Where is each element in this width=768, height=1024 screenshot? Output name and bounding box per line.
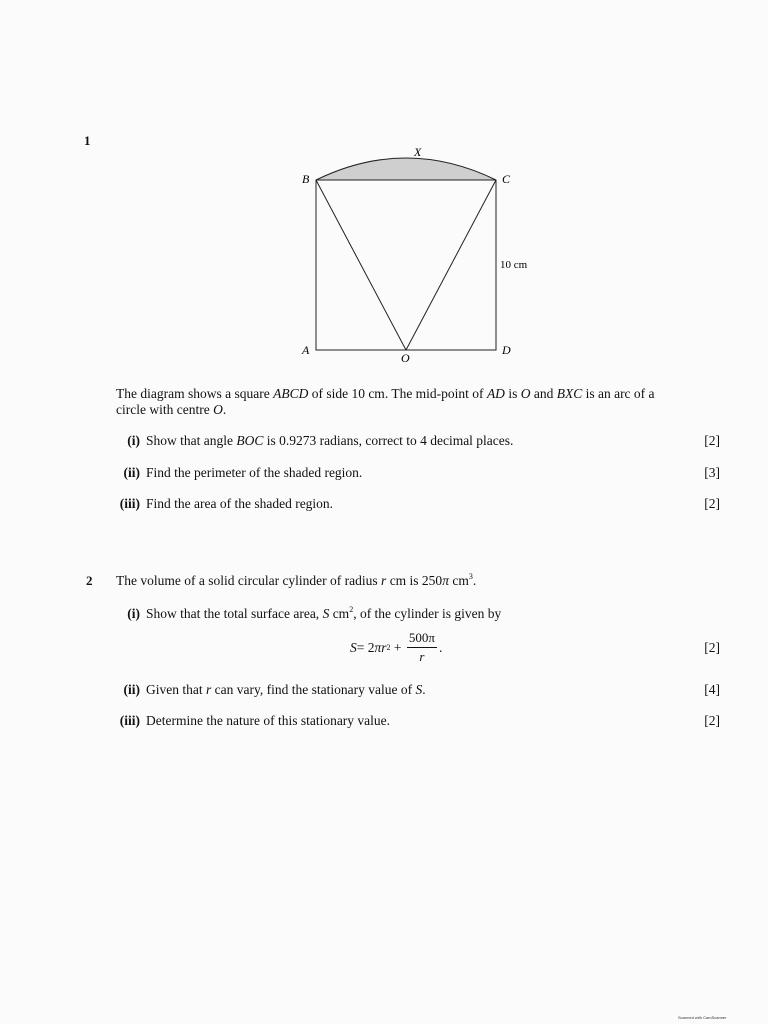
question-2-part-i-marks: [2] — [704, 640, 720, 655]
question-1-part-ii: (ii) Find the perimeter of the shaded region. — [123, 465, 363, 480]
side-length-label: 10 cm — [500, 259, 528, 271]
question-2-intro: The volume of a solid circular cylinder of radius r cm is 250π $cm^3$. — [116, 572, 477, 588]
question-2-part-iii: (iii) Determine the nature of this stationary value. — [119, 713, 391, 728]
question-1-part-iii: (iii) Find the area of the shaded region. — [119, 496, 334, 511]
question-2-part-ii-marks: [4] — [704, 682, 720, 697]
fraction-denominator: r — [419, 649, 425, 664]
formula-fraction — [407, 630, 437, 665]
question-1-part-i-marks: [2] — [704, 433, 720, 448]
label-d: D — [502, 343, 511, 357]
scanner-watermark: Scanned with CamScanner — [678, 1015, 727, 1020]
label-o: O — [401, 351, 410, 365]
question-1-part-iii-marks: [2] — [704, 496, 720, 511]
question-2-part-iii-marks: [2] — [704, 713, 720, 728]
square-abcd — [316, 180, 496, 350]
question-1-number: 1 — [84, 133, 91, 148]
question-1-intro: The diagram shows a square ABCD of side 10 cm. The mid-point of AD is O and BXC is an arc of a circle with centre O. — [116, 386, 655, 417]
label-x: X — [414, 145, 422, 159]
question-2-part-ii: (ii) Given that r can vary, find the stationary value of S. — [123, 682, 426, 697]
question-2-number: 2 — [86, 573, 93, 588]
question-1-part-ii-marks: [3] — [704, 465, 720, 480]
shaded-segment — [316, 158, 496, 180]
label-c: C — [502, 172, 511, 186]
fraction-numerator: 500π — [407, 630, 437, 648]
line-oc — [406, 180, 496, 350]
question-1-part-i: (i) Show that angle BOC is 0.9273 radians, correct to 4 decimal places. — [127, 433, 514, 448]
square-arc-diagram — [290, 140, 550, 370]
question-2-part-i: (i) Show that the total surface area, S $cm^2$, of the cylinder is given by — [127, 605, 502, 621]
label-a: A — [302, 343, 310, 357]
line-ob — [316, 180, 406, 350]
surface-area-formula: S = 2 π r 2 + $\frac{500\pi}{r}$ . — [350, 630, 443, 664]
label-b: B — [302, 172, 310, 186]
